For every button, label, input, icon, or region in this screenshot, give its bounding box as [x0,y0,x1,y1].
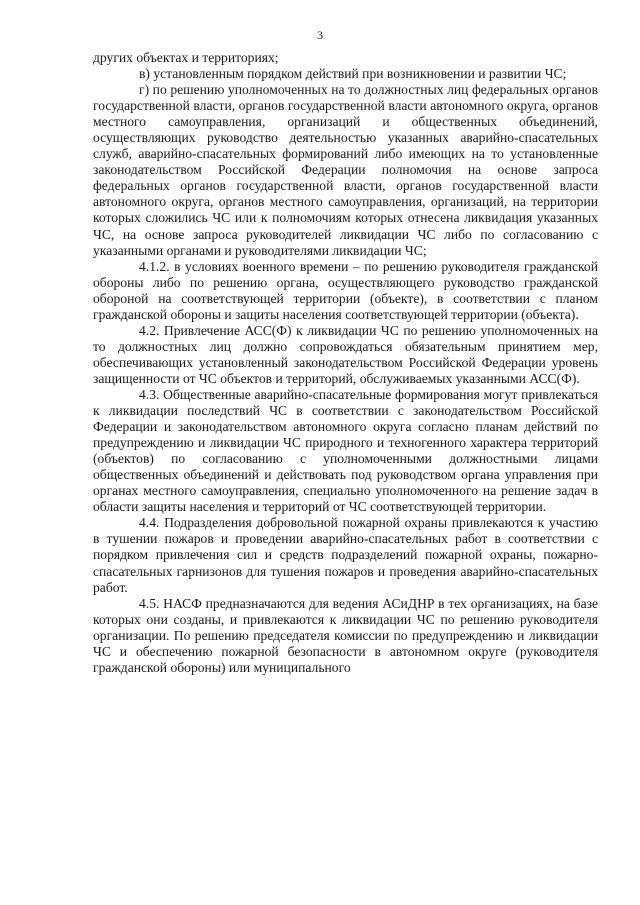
paragraph-4-4: 4.4. Подразделения добровольной пожарной охраны привлекаются к участию в тушении пожаров и проведении аварийно-спасательных работ в соответствии с порядком привлечения сил и средств подразделений пожарной охраны, пожарно-спасательных гарнизонов для тушения пожаров и проведения аварийно-спасательных работ. [93,515,598,595]
paragraph-4-1-2: 4.1.2. в условиях военного времени – по решению руководителя гражданской обороны либо по решению органа, осуществляющего руководство гражданской обороной на соответствующей территории (объекте), в соответствии с планом гражданской обороны и защиты населения соответствующей территории (объекта). [93,258,598,322]
paragraph-4-5: 4.5. НАСФ предназначаются для ведения АСиДНР в тех организациях, на базе которых они созданы, и привлекаются к ликвидации ЧС по решению руководителя организации. По решению председателя комиссии по предупреждению и ликвидации ЧС и обеспечению пожарной безопасности в автономном округе (руководителя гражданской обороны) или муниципального [93,595,598,675]
paragraph-4-2: 4.2. Привлечение АСС(Ф) к ликвидации ЧС по решению уполномоченных на то должностных лиц должно сопровождаться обязательным принятием мер, обеспечивающих установленный законодательством Российской Федерации уровень защищенности от ЧС объектов и территорий, обслуживаемых указанными АСС(Ф). [93,322,598,386]
paragraph-4-3: 4.3. Общественные аварийно-спасательные формирования могут привлекаться к ликвидации последствий ЧС в соответствии с законодательством Российской Федерации и законодательством автономного округа согласно планам действий по предупреждению и ликвидации ЧС природного и техногенного характера территорий (объектов) по согласованию с уполномоченными должностными лицами общественных объединений и действовать под руководством органа управления при органах местного самоуправления, специально уполномоченного на решение задач в области защиты населения и территорий от ЧС соответствующей территории. [93,386,598,515]
paragraph-continuation: других объектах и территориях; [93,50,279,65]
paragraph-item-v: в) установленным порядком действий при возникновении и развитии ЧС; [139,66,567,82]
page-number: 3 [317,28,323,42]
paragraph-item-g: г) по решению уполномоченных на то должностных лиц федеральных органов государственной власти, органов государственной власти автономного округа, органов местного самоуправления, организаций и общественных объединений, осуществляющих руководство деятельностью указанных аварийно-спасательных служб, аварийно-спасательных формирований либо имеющих на то установленные законодательством Российской Федерации полномочия на основе запроса федеральных органов государственной власти, органов государственной власти автономного округа, органов местного самоуправления, организаций, на территории которых сложились ЧС или к полномочиям которых отнесена ликвидация указанных ЧС, на основе запроса руководителей ликвидации ЧС либо по согласованию с указанными органами и руководителями ликвидации ЧС; [93,82,598,258]
document-body [93,50,598,676]
